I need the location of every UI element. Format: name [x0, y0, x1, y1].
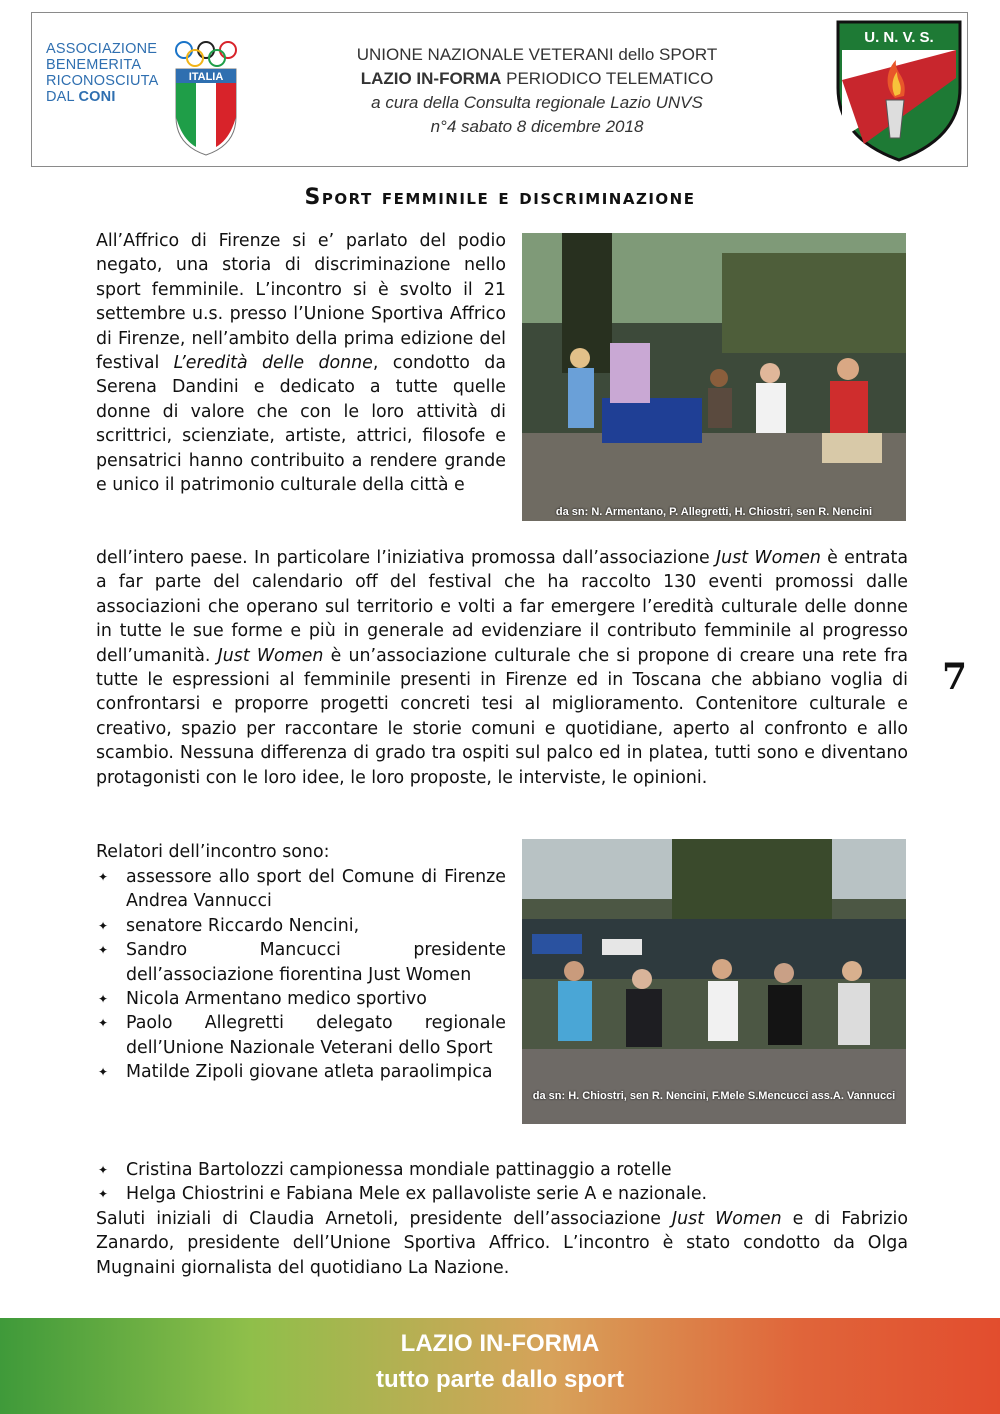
header-line-1: UNIONE NAZIONALE VETERANI dello SPORT: [356, 45, 718, 64]
event-photo-1-image: [522, 233, 906, 521]
list-item: ✦ Cristina Bartolozzi campionessa mondiale pattinaggio a rotelle: [96, 1158, 908, 1182]
footer-banner: [0, 1318, 1000, 1414]
list-item: ✦ Helga Chiostrini e Fabiana Mele ex pallavoliste serie A e nazionale.: [96, 1182, 908, 1206]
coni-line-4: DAL CONI: [46, 89, 116, 105]
list-item: ✦ senatore Riccardo Nencini,: [96, 914, 506, 938]
event-photo-1: [522, 233, 906, 521]
list-item: ✦ Sandro Mancucci presidente dell’associazione fiorentina Just Women: [98, 940, 506, 985]
bullet-icon: ✦: [98, 870, 109, 884]
speakers-intro: Relatori dell’incontro sono:: [96, 842, 330, 862]
bullet-icon: ✦: [98, 1163, 109, 1177]
coni-line-1: ASSOCIAZIONE: [46, 41, 158, 57]
bullet-icon: ✦: [98, 1187, 109, 1202]
header-line-3: a cura della Consulta regionale Lazio UNVS: [371, 93, 703, 112]
header-box: [31, 12, 968, 167]
coni-line-2: BENEMERITA: [46, 57, 142, 73]
svg-text:U. N. V. S.: U. N. V. S.: [864, 29, 934, 46]
bullet-icon: ✦: [98, 1016, 109, 1031]
speakers-list: [96, 865, 506, 1085]
list-item: ✦ assessore allo sport del Comune di Firenze Andrea Vannucci: [98, 867, 506, 912]
footer-title: LAZIO IN-FORMA: [400, 1330, 600, 1357]
page-title: Sport femminile e discriminazione: [304, 185, 696, 210]
footer-slogan: tutto parte dallo sport: [376, 1366, 624, 1393]
bullet-icon: ✦: [98, 1065, 109, 1080]
bullet-icon: ✦: [98, 943, 109, 958]
olympic-rings-icon: [174, 41, 238, 67]
bullet-icon: ✦: [98, 918, 109, 933]
italia-shield-icon: [174, 67, 238, 157]
closing-paragraph: Saluti iniziali di Claudia Arnetoli, presidente dell’associazione Just Women e di Fabrizio Zanardo, presidente dell’Unione Sportiva Affrico. L’incontro è stato condotto da Olga Mugnaini giornalista del quotidiano La Nazione.: [96, 1209, 908, 1278]
list-item: ✦ Nicola Armentano medico sportivo: [96, 987, 506, 1011]
coni-line-3: RICONOSCIUTA: [46, 73, 159, 89]
speakers-list-wide: [96, 1158, 908, 1207]
article-paragraph-narrow: All’Affrico di Firenze si e’ parlato del podio negato, una storia di discriminazione nello sport femminile. L’incontro si è svolto il 21 settembre u.s. presso l’Unione Sportiva Affrico di Firenze, nell’ambito della prima edizione del festival L’eredità delle donne, condotto da Serena Dandini e dedicato a tutte quelle donne di valore che con le loro attività di scrittrici, scienziate, artiste, attrici, filosofe e pensatrici hanno contribuito a rendere grande e unico il patrimonio culturale della città e: [96, 231, 506, 496]
page-number: 7: [942, 656, 968, 698]
list-item: ✦ Paolo Allegretti delegato regionale dell’Unione Nazionale Veterani dello Sport: [98, 1013, 506, 1058]
header-line-2: LAZIO IN-FORMA PERIODICO TELEMATICO: [360, 69, 714, 88]
photo-1-caption: da sn: N. Armentano, P. Allegretti, H. Chiostri, sen R. Nencini: [555, 506, 873, 518]
bullet-icon: ✦: [98, 992, 109, 1007]
event-photo-2: [522, 839, 906, 1124]
header-line-4: n°4 sabato 8 dicembre 2018: [430, 117, 644, 136]
list-item: ✦ Matilde Zipoli giovane atleta paraolimpica: [96, 1060, 506, 1084]
svg-text:ITALIA: ITALIA: [188, 71, 224, 83]
unvs-shield-logo: [834, 18, 964, 163]
photo-2-caption: da sn: H. Chiostri, sen R. Nencini, F.Mele S.Mencucci ass.A. Vannucci: [532, 1090, 896, 1102]
article-paragraph-wide: dell’intero paese. In particolare l’iniziativa promossa dall’associazione Just Women è entrata a far parte del calendario off del festival che ha raccolto 130 eventi promossi dalle associazioni che operano sul territorio e volti a far emergere l’eredità culturale delle donne in tutte le sue forme e più in generale ad evidenziare il contributo femminile al progresso dell’umanità. Just Women è un’associazione culturale che si propone di creare una rete fra tutte le espressioni al femminile presenti in Firenze ed in Toscana che abbiano voglia di confrontarsi e proporre progetti concreti tesi al miglioramento. Contenitore culturale e creativo, spazio per raccontare le storie comuni e quotidiane, aperto al confronto e allo scambio. Nessuna differenza di grado tra ospiti sul palco ed in platea, tutti sono e diventano protagonisti con le loro idee, le loro proposte, le interviste, le opinioni.: [96, 548, 909, 788]
header-text: [267, 43, 807, 139]
coni-logo-text: [46, 41, 181, 105]
event-photo-2-image: [522, 839, 906, 1124]
coni-logo: [46, 41, 246, 161]
